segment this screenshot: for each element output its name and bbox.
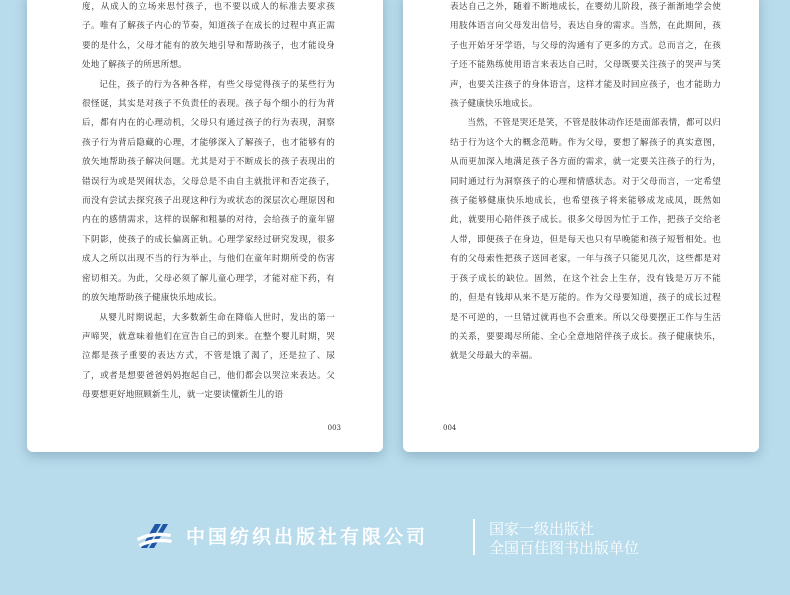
publisher-footer [0,516,790,562]
left-page-body [82,0,335,406]
right-book-page [403,0,759,452]
paragraph: 记住，孩子的行为各种各样，有些父母觉得孩子的某些行为很怪诞，其实是对孩子不负责任的表现。孩子每个细小的行为背后，都有内在的心理动机，父母只有通过孩子的行为表现，洞察孩子行为背后隐藏的心理，才能够深入了解孩子，也才能够有的放矢地帮助孩子解决问题。尤其是对于不断成长的孩子表现出的错误行为或是哭闹状态，父母总是不由自主就批评和否定孩子，而没有尝试去探究孩子出现这种行为或状态的深层次心理原因和内在的感情需求，这样的误解和粗暴的对待，会给孩子的童年留下阴影，使孩子的成长偏离正轨。心理学家经过研究发现，很多成人之所以出现不当的行为举止，与他们在童年时期所受的伤害密切相关。为此，父母必须了解儿童心理学，才能对症下药，有的放矢地帮助孩子健康快乐地成长。 [82,79,335,304]
publisher-tagline-2: 全国百佳图书出版单位 [489,539,640,557]
paragraph: 从婴儿时期说起，大多数新生命在降临人世时，发出的第一声啼哭，就意味着他们在宣告自己的到来。在整个婴儿时期，哭泣都是孩子重要的表达方式，不管是饿了渴了，还是拉了、尿了，或者是想要爸爸妈妈抱起自己，他们都会以哭泣来表达。父母要想更好地照顾新生儿，就一定要读懂新生儿的语 [82,312,335,401]
page-number: 004 [443,424,457,432]
publisher-name: 中国纺织出版社有限公司 [186,526,429,548]
page-number: 003 [327,424,341,432]
publisher-logo-icon [135,520,173,550]
paragraph: 表达自己之外，随着不断地成长，在婴幼儿阶段，孩子渐渐地学会使用肢体语言向父母发出信号，表达自身的需求。当然，在此期间，孩子也开始牙牙学语，与父母的沟通有了更多的方式。总而言之，在孩子还不能熟练使用语言来表达自己时，父母既要关注孩子的哭声与笑声，也要关注孩子的身体语言，这样才能及时回应孩子，也才能助力孩子健康快乐地成长。 [450,2,721,110]
paragraph: 当然，不管是哭还是笑，不管是肢体动作还是面部表情，都可以归结于行为这个大的概念范畴。作为父母，要想了解孩子的真实意图，从而更加深入地满足孩子各方面的需求，就一定要关注孩子的行为，同时通过行为洞察孩子的心理和情感状态。对于父母而言，一定希望孩子能够健康快乐地成长，也希望孩子将来能够成龙成凤，既然如此，就要用心陪伴孩子成长。很多父母因为忙于工作，把孩子交给老人带，即便孩子在身边，但是每天也只有早晚能和孩子短暂相处。也有的父母索性把孩子送回老家，一年与孩子只能见几次，这些都是对于孩子成长的缺位。固然，在这个社会上生存，没有钱是万万不能的，但是有钱却从来不是万能的。作为父母要知道，孩子的成长过程是不可逆的，一旦错过就再也不会重来。所以父母要摆正工作与生活的关系，要要竭尽所能、全心全意地陪伴孩子成长。孩子健康快乐，就是父母最大的幸福。 [450,118,721,362]
footer-divider [473,519,475,555]
publisher-tagline-1: 国家一级出版社 [489,520,595,538]
left-book-page [27,0,383,452]
paragraph: 度，从成人的立场来思忖孩子，也不要以成人的标准去要求孩子。唯有了解孩子内心的节奏，知道孩子在成长的过程中真正需要的是什么，父母才能有的放矢地引导和帮助孩子，也才能设身处地了解孩子的所思所想。 [82,2,335,71]
right-page-body [450,0,721,367]
